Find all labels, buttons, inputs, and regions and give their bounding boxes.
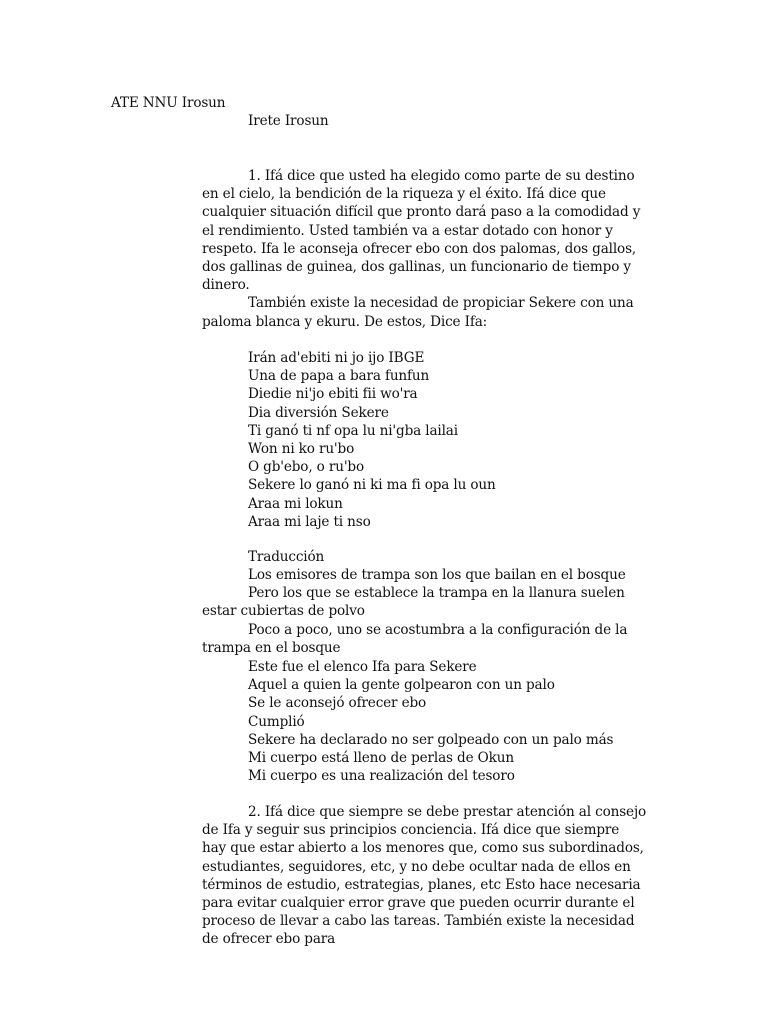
translation-wrap-1-text: Pero los que se establece la trampa en la llanura suelen estar cubiertas de polvo [202,585,625,620]
verse-line: Una de papa a bara funfun [248,368,430,385]
translation-line: Sekere ha declarado no ser golpeado con un palo más [248,731,614,748]
paragraph-1-text: 1. Ifá dice que usted ha elegido como parte de su destino en el cielo, la bendición de la riqueza y el éxito. Ifá dice que cualquier situación difícil que pronto dará paso a la comodidad y el rendimiento. Usted también va a estar dotado con honor y respeto. Ifa le aconseja ofrecer ebo con dos palomas, dos gallos, dos gallinas de guinea, dos gallinas, un funcionario de tiempo y dinero. [202,168,641,294]
translation-line: Este fue el elenco Ifa para Sekere [248,659,477,675]
verse-line: Irán ad'ebiti ni jo ijo IBGE [248,350,425,366]
paragraph-1b-text: También existe la necesidad de propiciar Sekere con una paloma blanca y ekuru. De estos, Dice Ifa: [202,295,634,330]
verse-line: Sekere lo ganó ni ki ma fi opa lu oun [248,477,496,494]
translation-line: Mi cuerpo está lleno de perlas de Okun [248,749,514,766]
document-heading: ATE NNU Irosun [111,95,226,111]
translation-wrap-2-text: Poco a poco, uno se acostumbra a la configuración de la trampa en el bosque [202,622,628,657]
yoruba-verse [248,349,496,531]
paragraph-2 [202,803,647,949]
paragraph-2-text: 2. Ifá dice que siempre se debe prestar atención al consejo de Ifa y seguir sus principios conciencia. Ifá dice que siempre hay que estar abierto a los menores que, como sus subordinados, estudiantes, seguidores, etc, y no debe ocultar nada de ellos en términos de estudio, estrategias, planes, etc Esto hace necesaria para evitar cualquier error grave que pueden ocurrir durante el proceso de llevar a cabo las tareas. También existe la necesidad de ofrecer ebo para [202,804,647,948]
translation-line: Los emisores de trampa son los que bailan en el bosque [248,567,626,584]
paragraph-1 [202,167,647,331]
translation-rest [248,658,613,785]
verse-line: Dia diversión Sekere [248,404,389,421]
translation-header [248,548,626,584]
translation-wrap-1 [202,584,647,620]
translation-line: Cumplió [248,713,305,730]
translation-line: Mi cuerpo es una realización del tesoro [248,768,515,785]
verse-line: Araa mi laje ti nso [248,513,371,530]
translation-wrap-2 [202,621,647,657]
translation-line: Se le aconsejó ofrecer ebo [248,695,427,712]
translation-line: Aquel a quien la gente golpearon con un palo [248,677,555,694]
verse-line: O gb'ebo, o ru'bo [248,459,365,476]
verse-line: Ti ganó ti nf opa lu ni'gba lailai [248,422,458,439]
verse-line: Diedie ni'jo ebiti fii wo'ra [248,386,418,403]
translation-title: Traducción [248,549,325,565]
document-subheading: Irete Irosun [248,113,329,129]
verse-line: Won ni ko ru'bo [248,440,355,457]
verse-line: Araa mi lokun [248,495,343,512]
